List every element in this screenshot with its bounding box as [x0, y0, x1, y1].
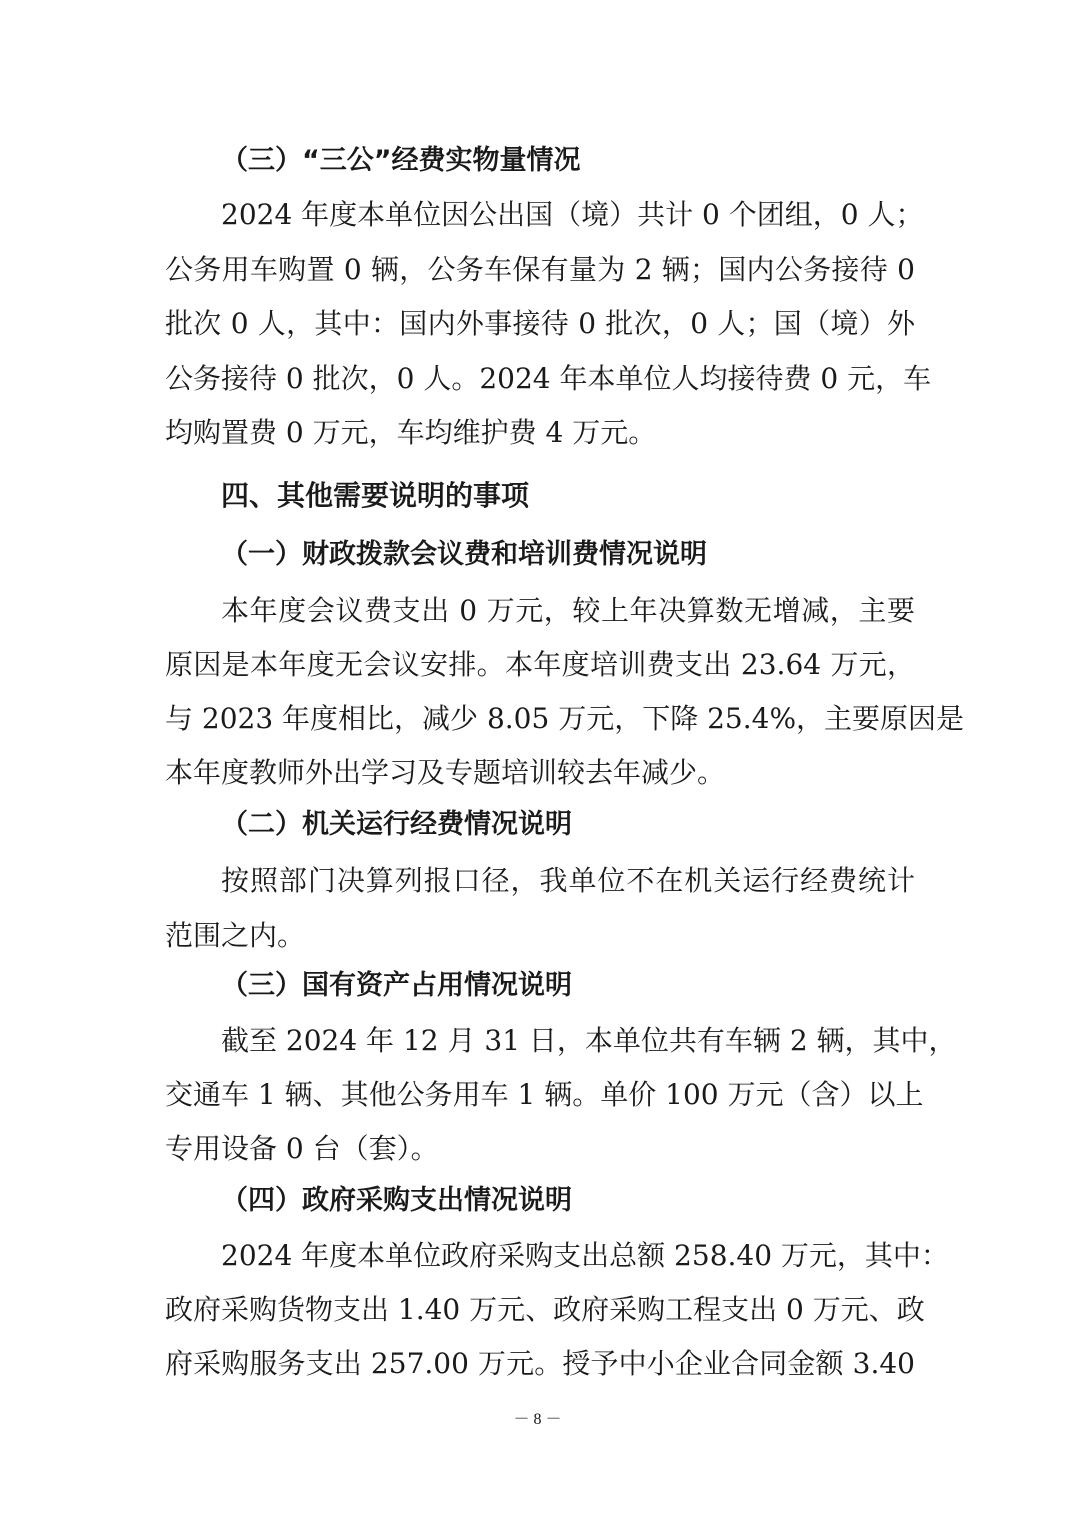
- paragraph-line: 公务用车购置 0 辆，公务车保有量为 2 辆；国内公务接待 0: [165, 253, 915, 286]
- paragraph-line: 2024 年度本单位因公出国（境）共计 0 个团组，0 人；: [221, 198, 924, 231]
- section-heading-other-matters: 四、其他需要说明的事项: [221, 479, 530, 512]
- paragraph-line: 2024 年度本单位政府采购支出总额 258.40 万元，其中：: [221, 1239, 949, 1272]
- section-heading-procurement: （四）政府采购支出情况说明: [221, 1185, 572, 1216]
- paragraph-line: 本年度会议费支出 0 万元，较上年决算数无增减，主要: [221, 594, 915, 627]
- section-heading-operating-expenses: （二）机关运行经费情况说明: [221, 809, 572, 840]
- paragraph-line: 按照部门决算列报口径，我单位不在机关运行经费统计: [221, 864, 915, 897]
- section-heading-state-assets: （三）国有资产占用情况说明: [221, 970, 572, 1001]
- paragraph-line: 批次 0 人，其中：国内外事接待 0 批次，0 人；国（境）外: [165, 307, 915, 340]
- paragraph-line: 均购置费 0 万元，车均维护费 4 万元。: [165, 416, 657, 449]
- paragraph-line: 公务接待 0 批次，0 人。2024 年本单位人均接待费 0 元，车: [165, 362, 932, 395]
- page-number: － 8 －: [513, 1411, 562, 1428]
- paragraph-line: 府采购服务支出 257.00 万元。授予中小企业合同金额 3.40: [165, 1347, 915, 1380]
- paragraph-line: 范围之内。: [165, 919, 306, 952]
- section-heading-meeting-training: （一）财政拨款会议费和培训费情况说明: [221, 539, 707, 570]
- paragraph-line: 本年度教师外出学习及专题培训较去年减少。: [165, 756, 726, 789]
- paragraph-line: 与 2023 年度相比，减少 8.05 万元，下降 25.4%，主要原因是: [165, 702, 965, 735]
- document-page: [165, 0, 965, 1520]
- paragraph-line: 截至 2024 年 12 月 31 日，本单位共有车辆 2 辆，其中，: [221, 1024, 957, 1057]
- paragraph-line: 专用设备 0 台（套）。: [165, 1132, 439, 1165]
- section-heading-sangong-quantity: （三）“三公”经费实物量情况: [221, 145, 581, 176]
- paragraph-line: 政府采购货物支出 1.40 万元、政府采购工程支出 0 万元、政: [165, 1293, 925, 1326]
- paragraph-line: 原因是本年度无会议安排。本年度培训费支出 23.64 万元，: [165, 648, 915, 681]
- paragraph-line: 交通车 1 辆、其他公务用车 1 辆。单价 100 万元（含）以上: [165, 1078, 924, 1111]
